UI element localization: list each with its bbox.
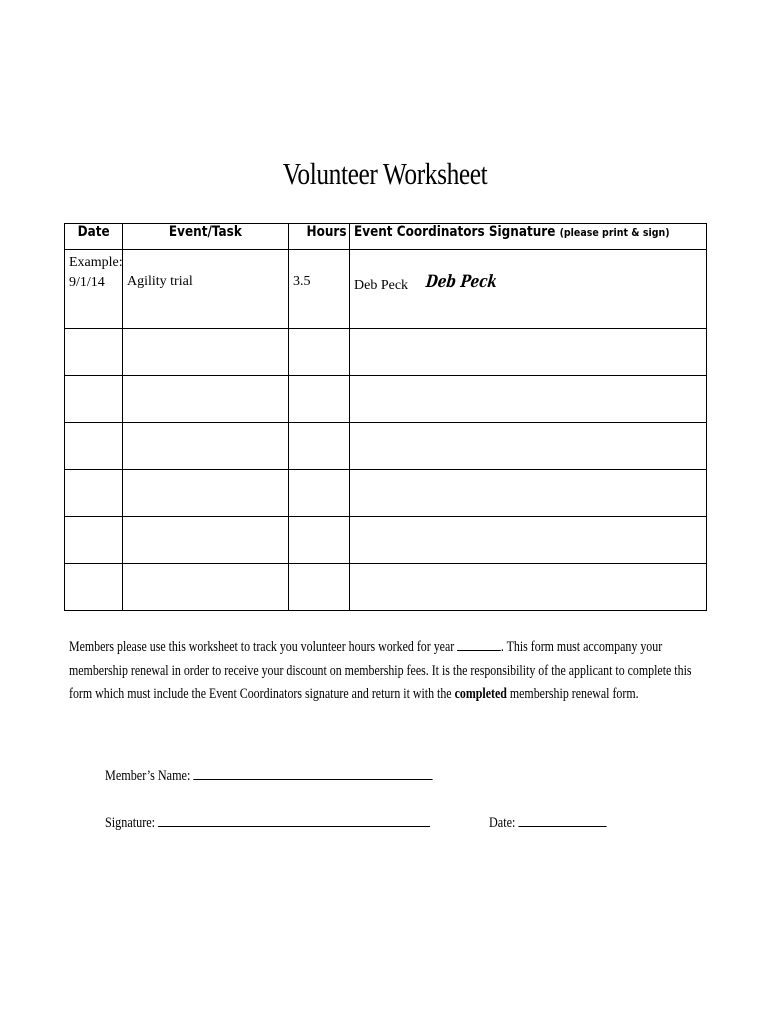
date-label: Date: — [489, 815, 516, 831]
instructions-line-1: Members please use this worksheet to track you volunteer hours worked for year . This form must accompany your — [69, 639, 663, 655]
blank-cell[interactable] — [65, 376, 123, 423]
instructions-paragraph — [69, 636, 709, 707]
signature-line[interactable] — [158, 826, 430, 827]
blank-cell[interactable] — [350, 470, 707, 517]
members-name-field — [105, 768, 433, 785]
blank-cell[interactable] — [289, 517, 350, 564]
example-label: Example: — [69, 255, 123, 270]
blank-cell[interactable] — [289, 423, 350, 470]
header-date: Date — [65, 224, 123, 250]
instructions-line-2: membership renewal in order to receive your discount on membership fees. It is the responsibility of the applicant to complete this — [69, 662, 692, 679]
blank-cell[interactable] — [65, 517, 123, 564]
instructions-line-3: form which must include the Event Coordinators signature and return it with the completed membership renewal form. — [69, 686, 639, 702]
table-row-blank — [65, 470, 707, 517]
table-row-blank — [65, 564, 707, 611]
blank-cell[interactable] — [123, 329, 289, 376]
blank-cell[interactable] — [123, 517, 289, 564]
signature-label: Signature: — [105, 815, 156, 831]
table-header-row — [65, 224, 707, 250]
header-signature-note: (please print & sign) — [559, 226, 670, 239]
example-row — [65, 250, 707, 329]
date-field — [489, 815, 607, 832]
example-hours: 3.5 — [289, 250, 350, 329]
blank-cell[interactable] — [65, 423, 123, 470]
volunteer-table — [64, 223, 707, 611]
blank-cell[interactable] — [289, 376, 350, 423]
header-event-task: Event/Task — [123, 224, 289, 250]
members-name-line[interactable] — [193, 779, 432, 780]
page-title: Volunteer Worksheet — [282, 156, 488, 191]
blank-cell[interactable] — [350, 329, 707, 376]
header-hours: Hours — [289, 224, 350, 250]
blank-cell[interactable] — [65, 470, 123, 517]
example-handwritten-signature: Deb Peck — [424, 272, 498, 292]
example-event-task: Agility trial — [123, 250, 289, 329]
blank-cell[interactable] — [123, 423, 289, 470]
blank-cell[interactable] — [123, 470, 289, 517]
signature-field — [105, 815, 430, 832]
example-printed-name: Deb Peck — [354, 278, 409, 293]
blank-cell[interactable] — [65, 329, 123, 376]
blank-cell[interactable] — [289, 564, 350, 611]
example-signature-cell — [350, 250, 707, 329]
blank-cell[interactable] — [123, 564, 289, 611]
example-date-cell — [65, 250, 123, 329]
blank-cell[interactable] — [350, 376, 707, 423]
table-row-blank — [65, 517, 707, 564]
blank-cell[interactable] — [350, 564, 707, 611]
date-line[interactable] — [518, 826, 606, 827]
completed-emphasis: completed — [454, 686, 507, 702]
blank-cell[interactable] — [289, 470, 350, 517]
blank-cell[interactable] — [123, 376, 289, 423]
header-signature: Event Coordinators Signature (please print & sign) — [350, 224, 707, 250]
table-row-blank — [65, 376, 707, 423]
blank-cell[interactable] — [289, 329, 350, 376]
blank-cell[interactable] — [350, 517, 707, 564]
year-blank[interactable] — [457, 650, 501, 651]
blank-cell[interactable] — [350, 423, 707, 470]
table-row-blank — [65, 423, 707, 470]
example-date: 9/1/14 — [69, 275, 105, 290]
blank-cell[interactable] — [65, 564, 123, 611]
table-row-blank — [65, 329, 707, 376]
members-name-label: Member’s Name: — [105, 768, 191, 784]
